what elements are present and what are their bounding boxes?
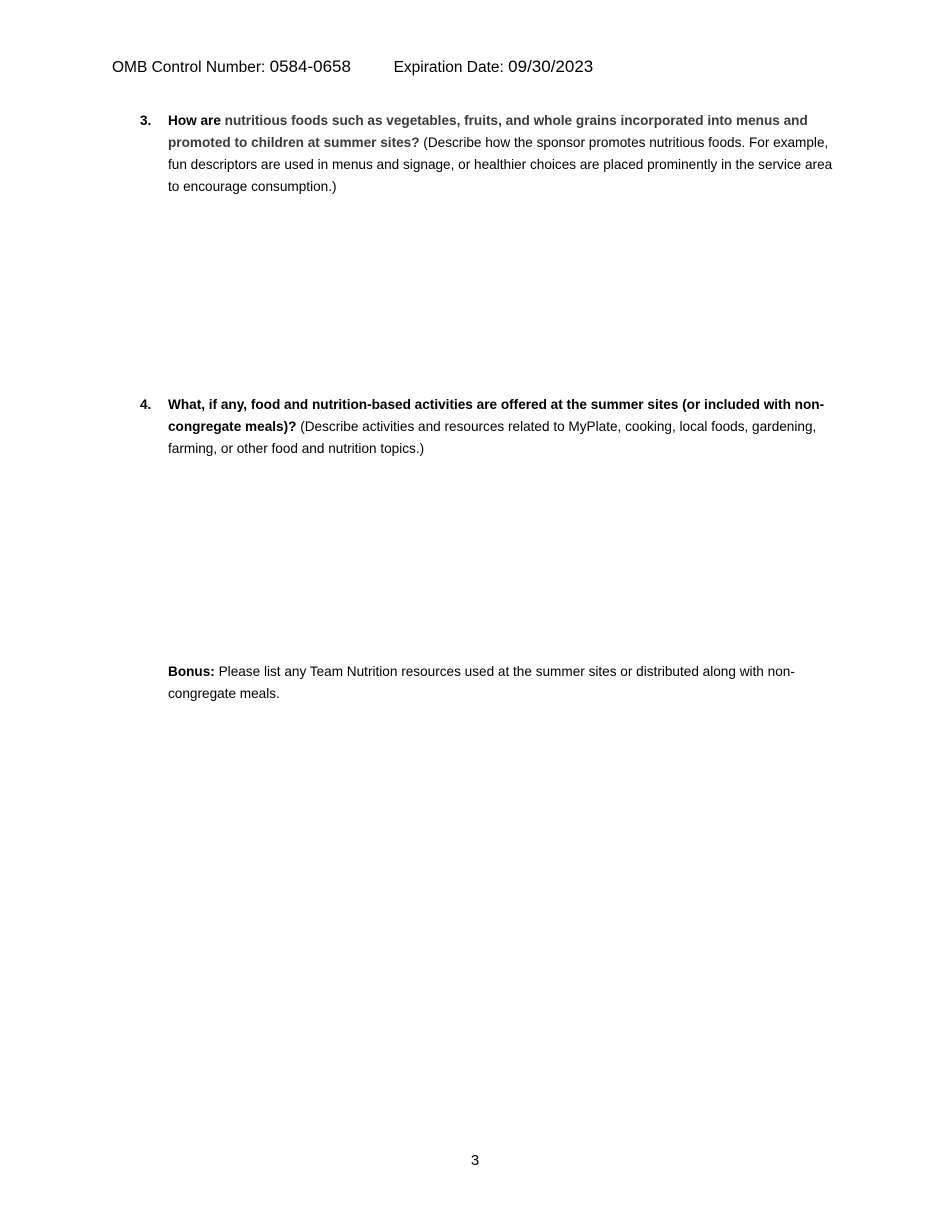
question-body [168,110,840,198]
answer-area-question-4[interactable] [168,468,840,653]
bonus-text: Please list any Team Nutrition resources used at the summer sites or distributed along with non-congregate meals. [168,664,795,701]
expiration-date: 09/30/2023 [508,57,594,76]
answer-area-bonus[interactable] [168,715,840,1135]
question-number: 4. [140,397,152,412]
question-prompt: What, if any, food and nutrition-based activities are offered at the summer sites (or included with non-congregate meals)? [168,397,825,434]
question-3 [140,110,840,198]
question-instructions: (Describe how the sponsor promotes nutritious foods. For example, fun descriptors are used in menus and signage, or healthier choices are placed prominently in the service area to encourage consumption.) [168,135,833,194]
expiration-label: Expiration Date: [393,59,504,76]
bonus-question [140,661,840,705]
question-number: 3. [140,113,152,128]
question-prompt: nutritious foods such as vegetables, fruits, and whole grains incorporated into menus and promoted to children at summer sites? [168,113,808,150]
answer-area-question-3[interactable] [168,205,840,385]
question-instructions: (Describe activities and resources related to MyPlate, cooking, local foods, gardening, farming, or other food and nutrition topics.) [168,419,817,456]
omb-control-number: 0584-0658 [269,57,351,76]
question-lead: How are [168,113,221,128]
question-body [168,394,840,460]
page-number: 3 [470,1152,480,1169]
omb-control-label: OMB Control Number: [112,59,266,76]
bonus-label: Bonus: [168,664,215,679]
omb-header [112,57,593,77]
bonus-body [168,661,840,705]
question-4 [140,394,840,460]
